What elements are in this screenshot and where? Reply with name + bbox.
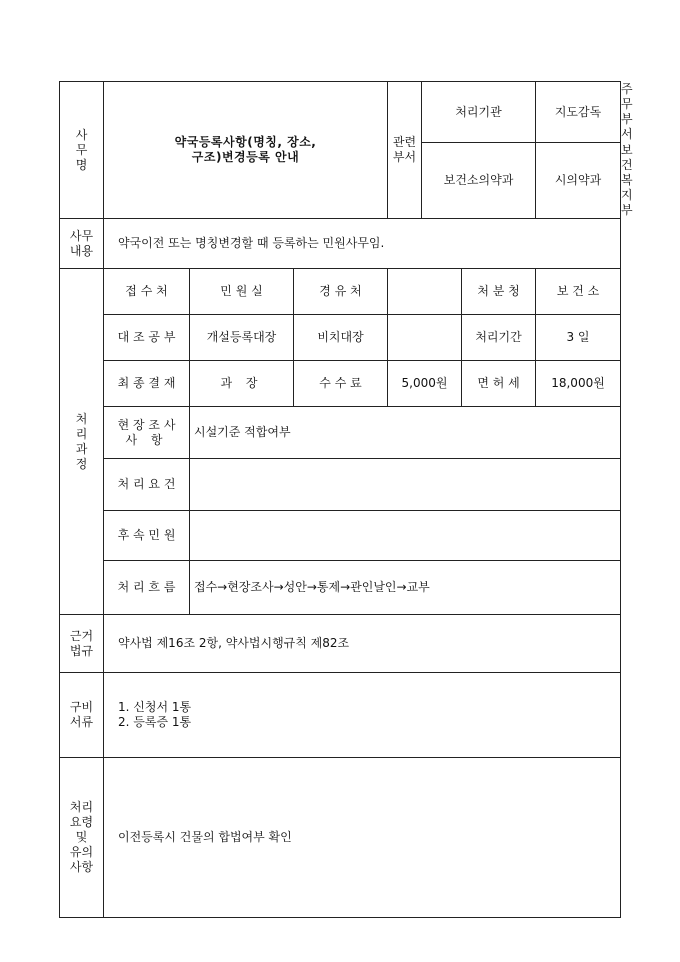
notes-label: 처리 요령 및 유의 사항 [60, 758, 104, 918]
license-tax-value: 18,000원 [536, 361, 621, 407]
task-content-text: 약국이전 또는 명칭변경할 때 등록하는 민원사무임. [104, 219, 621, 269]
list-item: 1. 신청서 1통 [118, 700, 192, 714]
requirements-label: 처 리 요 건 [104, 459, 190, 511]
list-item: 2. 등록증 1통 [118, 715, 192, 729]
reception-label: 접 수 처 [104, 269, 190, 315]
period-value: 3 일 [536, 315, 621, 361]
required-docs-label: 구비 서류 [60, 673, 104, 758]
processing-agency-value: 보건소의약과 [422, 143, 536, 219]
requirements-value [190, 459, 621, 511]
supervision-header: 지도감독 [536, 82, 621, 143]
ledger-blank [388, 315, 462, 361]
inspection-value: 시설기준 적합여부 [190, 407, 621, 459]
ledger-value: 개설등록대장 [190, 315, 294, 361]
registration-guide-form: 사 무 명 약국등록사항(명칭, 장소, 구조)변경등록 안내 관련 부서 처리기관 지도감독 주무부서 보건소의약과 시의약과 보건복지부 사무 내용 약국이전 또는 명칭변경할 때 등록하는 민원사무임. 처 리 과 정 접 수 처 민 원 실 경 유 처 처 분 청 보 건 소 대 조 공 부 개설등록대장 비치대장 처리기간 3 일 최 종 결 재 과 장 수 수 료 5,000원 면 허 세 18,000원 현 장 조 사 사 항 시설기준 적합여부 처 리 요 건 후 속 민 원 처 리 흐 름 접수→현장조사→성안→통제→관인날인→교부 근거 법규 약사법 제16조 2항, 약사법시행규칙 제82조 구비 서류 1. 신청서 1통 2. 등록증 1통 처리 요령 및 유의 사항 이전등록시 건물의 합법여부 확인 [59, 81, 621, 918]
followup-label: 후 속 민 원 [104, 511, 190, 561]
via-label: 경 유 처 [294, 269, 388, 315]
task-content-label: 사무 내용 [60, 219, 104, 269]
flow-label: 처 리 흐 름 [104, 561, 190, 615]
ledger-value-2: 비치대장 [294, 315, 388, 361]
ledger-label: 대 조 공 부 [104, 315, 190, 361]
process-label: 처 리 과 정 [60, 269, 104, 615]
disposition-value: 보 건 소 [536, 269, 621, 315]
disposition-label: 처 분 청 [462, 269, 536, 315]
legal-basis-text: 약사법 제16조 2항, 약사법시행규칙 제82조 [104, 615, 621, 673]
page-title: 약국등록사항(명칭, 장소, 구조)변경등록 안내 [104, 82, 388, 219]
inspection-label: 현 장 조 사 사 항 [104, 407, 190, 459]
reception-value: 민 원 실 [190, 269, 294, 315]
processing-agency-header: 처리기관 [422, 82, 536, 143]
flow-value: 접수→현장조사→성안→통제→관인날인→교부 [190, 561, 621, 615]
approval-value: 과 장 [190, 361, 294, 407]
fee-label: 수 수 료 [294, 361, 388, 407]
followup-value [190, 511, 621, 561]
fee-value: 5,000원 [388, 361, 462, 407]
notes-text: 이전등록시 건물의 합법여부 확인 [104, 758, 621, 918]
required-docs-list [104, 673, 621, 758]
via-value [388, 269, 462, 315]
supervision-value: 시의약과 [536, 143, 621, 219]
license-tax-label: 면 허 세 [462, 361, 536, 407]
approval-label: 최 종 결 재 [104, 361, 190, 407]
period-label: 처리기간 [462, 315, 536, 361]
related-dept-label: 관련 부서 [388, 82, 422, 219]
legal-basis-label: 근거 법규 [60, 615, 104, 673]
task-name-label: 사 무 명 [60, 82, 104, 219]
